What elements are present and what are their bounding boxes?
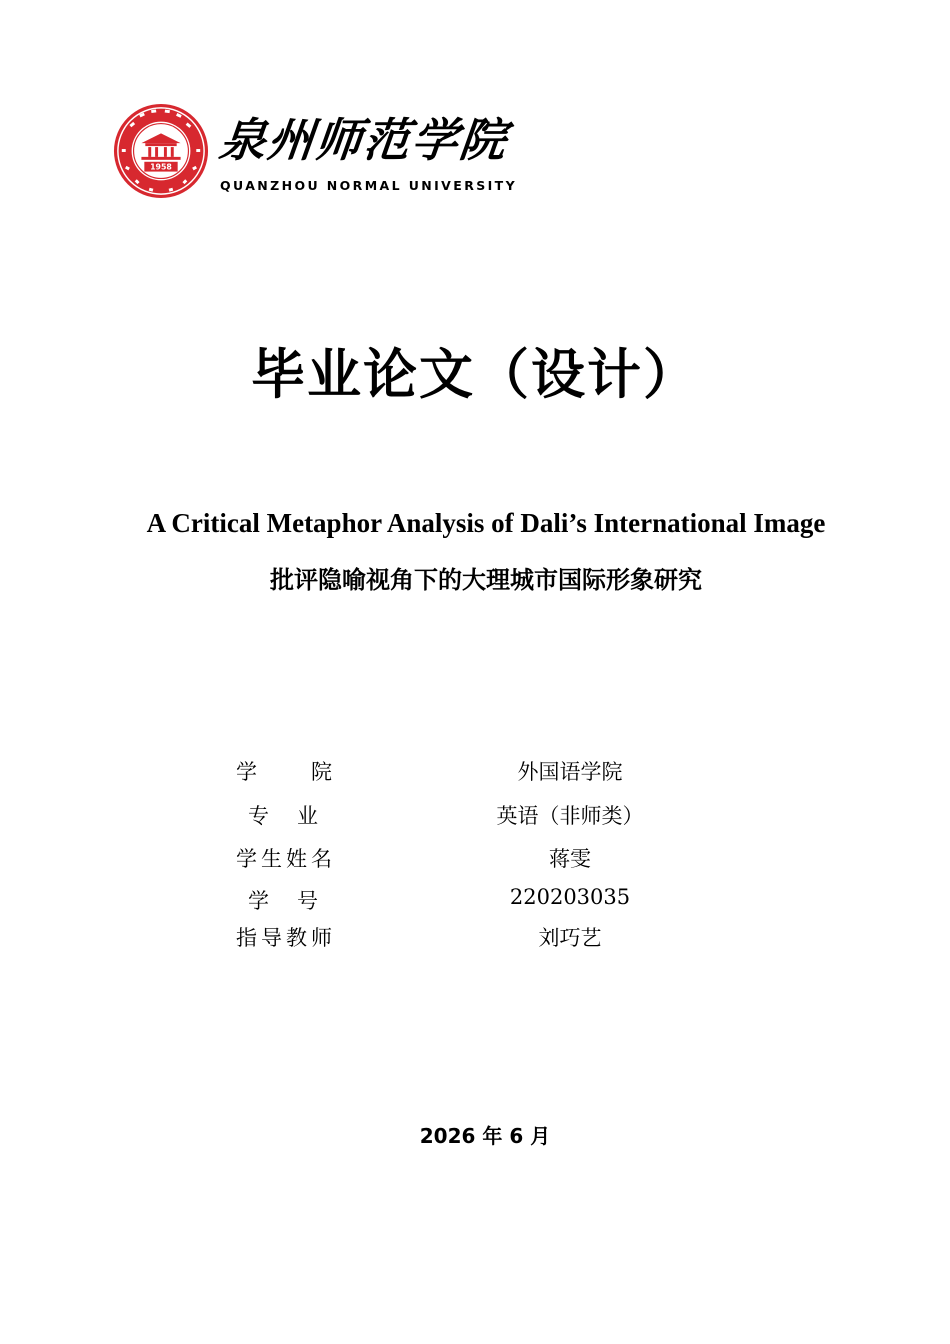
- submission-date: 2026 年 6 月: [419, 1124, 551, 1148]
- thesis-title-cn: 批评隐喻视角下的大理城市国际形象研究: [270, 566, 702, 594]
- info-value: 外国语学院: [517, 760, 623, 784]
- info-label: 指导教师: [236, 926, 332, 950]
- info-row-college: [0, 756, 950, 786]
- info-row-student-name: [0, 843, 950, 873]
- university-name-en: QUANZHOU NORMAL UNIVERSITY: [220, 178, 518, 193]
- info-value: 英语（非师类）: [496, 804, 644, 828]
- info-row-major: [0, 800, 950, 830]
- info-label: 专业: [248, 804, 318, 828]
- university-seal-icon: [112, 102, 210, 200]
- document-type-title: 毕业论文（设计）: [251, 343, 699, 406]
- info-row-student-id: [0, 885, 950, 915]
- info-value: 刘巧艺: [538, 926, 602, 950]
- info-value: 220203035: [509, 885, 631, 909]
- info-label: 学生姓名: [236, 847, 332, 871]
- seal-year: 1958: [150, 162, 172, 172]
- university-logo: [112, 102, 522, 202]
- info-row-advisor: [0, 922, 950, 952]
- info-value: 蒋雯: [549, 847, 591, 871]
- university-name-cn: 泉州师范学院: [216, 113, 511, 167]
- thesis-title-en: A Critical Metaphor Analysis of Dali’s International Image: [146, 508, 826, 538]
- info-label: 学号: [248, 889, 318, 913]
- info-label: 学院: [236, 760, 332, 784]
